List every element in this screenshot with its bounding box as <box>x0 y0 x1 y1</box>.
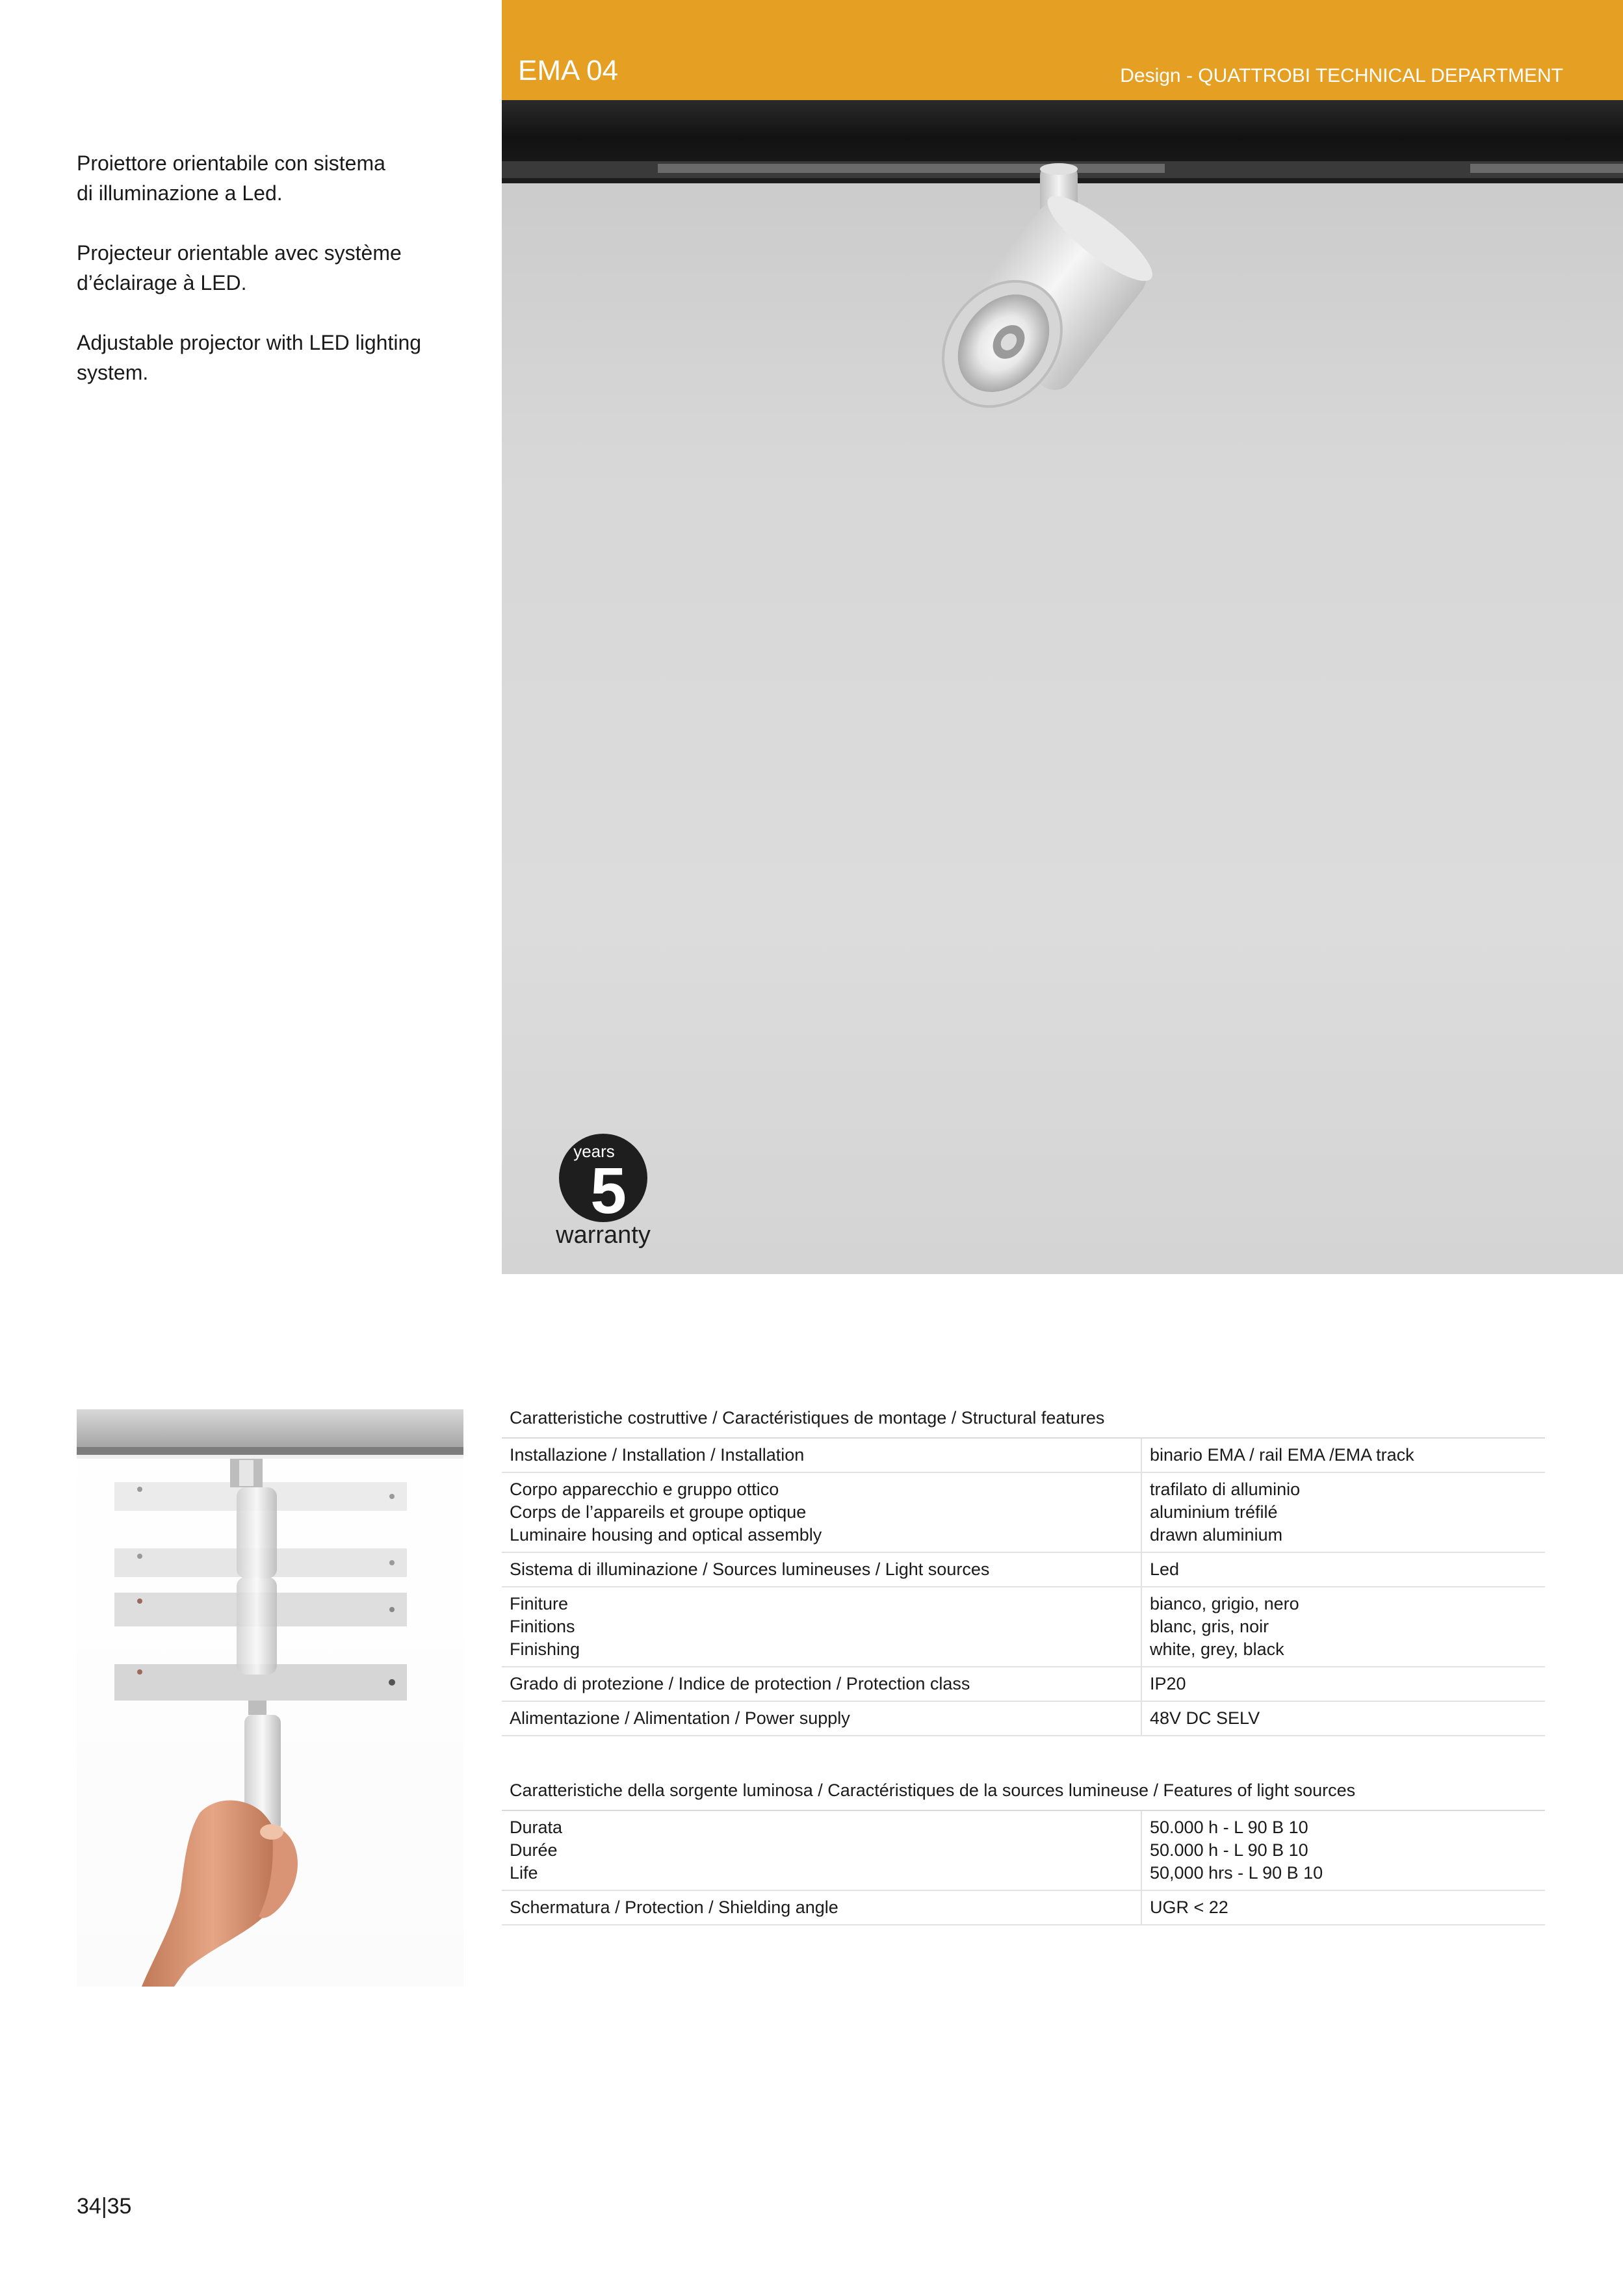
spec-label: Schermatura / Protection / Shielding angle <box>502 1891 1142 1924</box>
intro-english: Adjustable projector with LED lighting system. <box>77 331 422 384</box>
spec-value: IP20 <box>1150 1674 1186 1693</box>
spec-label: Corpo apparecchio e gruppo ottico Corps de l’appareils et groupe optique Luminaire housing and optical assembly <box>502 1473 1142 1552</box>
warranty-number: 5 <box>590 1155 627 1227</box>
spec-value: trafilato di alluminio aluminium tréfilé drawn aluminium <box>1150 1480 1301 1545</box>
table-row <box>502 1587 1545 1667</box>
specs-section <box>502 1404 1545 1925</box>
intro-french: Projecteur orientable avec système d’éclairage à LED. <box>77 241 402 294</box>
page-number: 34|35 <box>77 2194 132 2219</box>
rail-hand-image <box>77 1409 463 1987</box>
spec-label: Finiture Finitions Finishing <box>502 1587 1142 1666</box>
table-row <box>502 1473 1545 1553</box>
header-bar <box>502 0 1623 100</box>
spec-value: binario EMA / rail EMA /EMA track <box>1150 1445 1414 1465</box>
spec-label: Installazione / Installation / Installation <box>502 1439 1142 1472</box>
spec-value: 48V DC SELV <box>1150 1708 1260 1728</box>
structural-features-title: Caratteristiche costruttive / Caractéristiques de montage / Structural features <box>502 1404 1545 1439</box>
table-row <box>502 1553 1545 1587</box>
light-source-features-title: Caratteristiche della sorgente luminosa / Caractéristiques de la sources lumineuse / Features of light sources <box>502 1777 1545 1811</box>
spec-label: Alimentazione / Alimentation / Power supply <box>502 1702 1142 1735</box>
warranty-badge <box>551 1132 668 1249</box>
table-row <box>502 1667 1545 1702</box>
spec-label: Grado di protezione / Indice de protection / Protection class <box>502 1667 1142 1701</box>
warranty-label: warranty <box>556 1221 651 1249</box>
intro-text <box>77 148 441 417</box>
intro-italian: Proiettore orientabile con sistema di illuminazione a Led. <box>77 151 385 205</box>
installation-photo <box>77 1409 463 1987</box>
table-row <box>502 1702 1545 1736</box>
warranty-years: years <box>573 1141 615 1161</box>
spec-label: Durata Durée Life <box>502 1811 1142 1890</box>
product-photo <box>502 100 1623 1274</box>
spec-value: bianco, grigio, nero blanc, gris, noir white, grey, black <box>1150 1594 1299 1659</box>
spotlight-image <box>502 100 1623 1274</box>
spec-value: 50.000 h - L 90 B 10 50.000 h - L 90 B 10 50,000 hrs - L 90 B 10 <box>1150 1818 1323 1883</box>
spec-value: Led <box>1150 1559 1180 1579</box>
table-row <box>502 1891 1545 1925</box>
designer-credit: Design - QUATTROBI TECHNICAL DEPARTMENT <box>1120 65 1563 86</box>
spec-label: Sistema di illuminazione / Sources lumineuses / Light sources <box>502 1553 1142 1586</box>
product-title: EMA 04 <box>518 55 619 86</box>
table-row <box>502 1811 1545 1891</box>
spec-value: UGR < 22 <box>1150 1898 1228 1917</box>
table-row <box>502 1439 1545 1473</box>
